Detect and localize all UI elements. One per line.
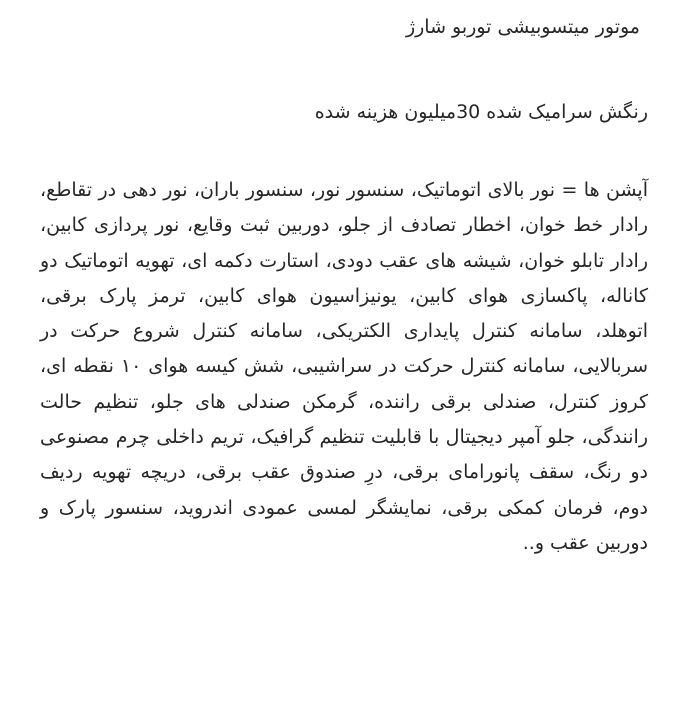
engine-line: موتور میتسوبیشی توربو شارژ	[405, 16, 640, 38]
paint-line: رنگش سرامیک شده 30میلیون هزینه شده	[314, 101, 648, 123]
options-paragraph: آپشن ها = نور بالای اتوماتیک، سنسور نور، سنسور باران، نور دهی در تقاطع، رادار خط خوان، اخطار تصادف از جلو، دوربین ثبت وقایع، نور پردازی کابین، رادار تابلو خوان، شیشه های عقب دودی، استارت دکمه ای، تهویه اتوماتیک دو کاناله، پاکسازی هوای کابین، یونیزاسیون هوای کابین، ترمز پارک برقی، اتوهلد، سامانه کنترل پایداری الکتریکی، سامانه کنترل شروع حرکت در سربالایی، سامانه کنترل حرکت در سراشیبی، شش کیسه هوای ۱۰ نقطه ای، کروز کنترل، صندلی برقی راننده، گرمکن صندلی های جلو، تنظیم حالت رانندگی، جلو آمپر دیجیتال با قابلیت تنظیم گرافیک، تریم داخلی چرم مصنوعی دو رنگ، سقف پانورامای برقی، درِ صندوق عقب برقی، دریچه تهویه ردیف دوم، فرمان کمکی برقی، نمایشگر لمسی عمودی اندروید، سنسور پارک و دوربین عقب و..	[40, 179, 648, 554]
options-block	[40, 173, 648, 561]
